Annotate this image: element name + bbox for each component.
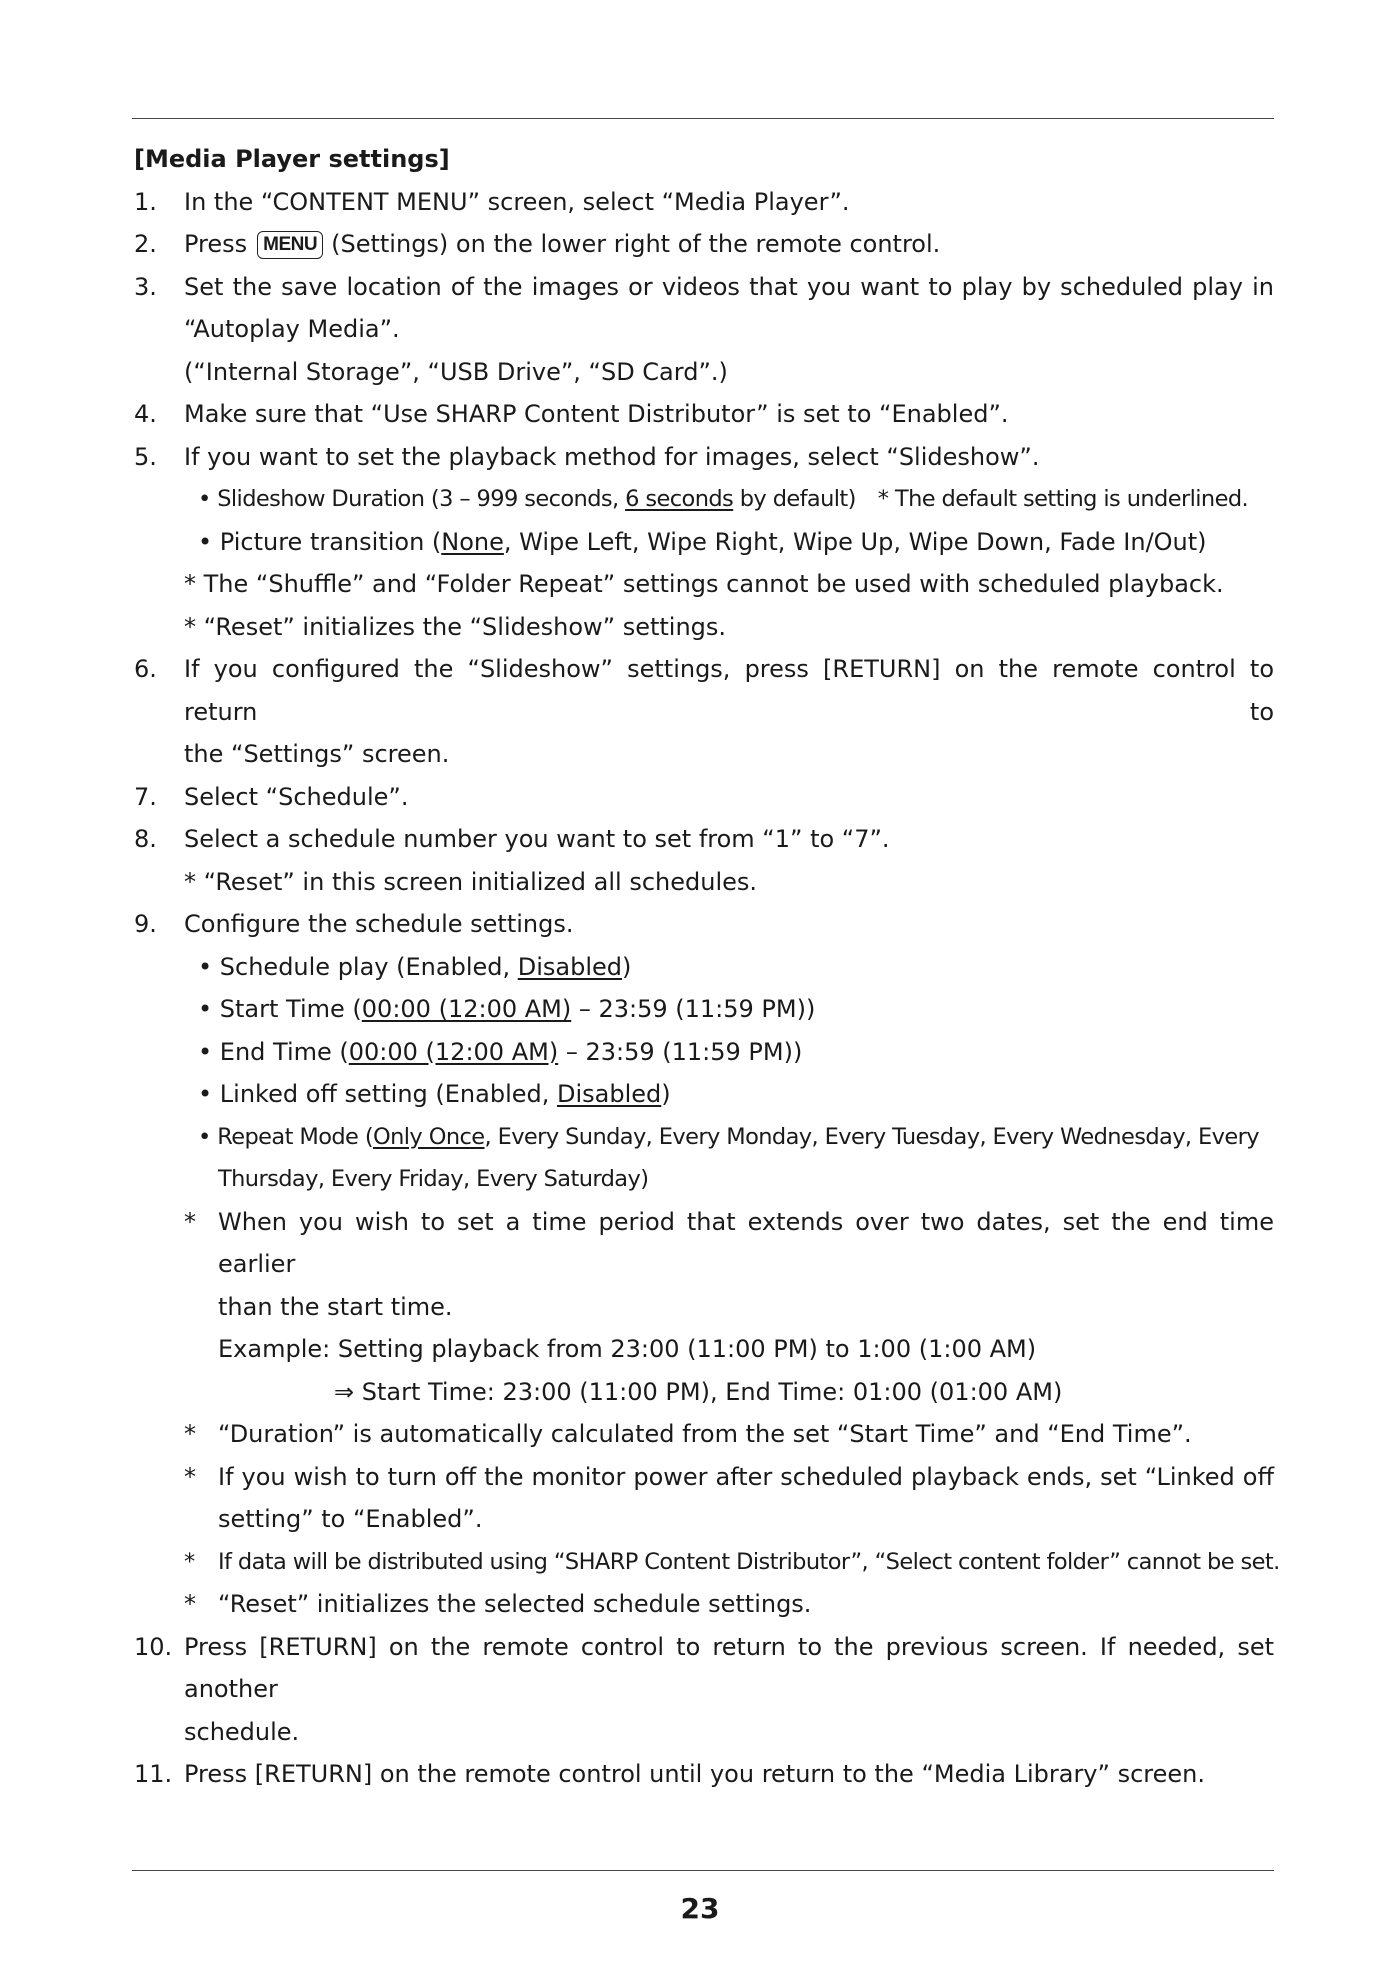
bullet-text: – 23:59 (11:59 PM)) [571, 995, 816, 1023]
example-line: Example: Setting playback from 23:00 (11:00 PM) to 1:00 (1:00 AM) [218, 1335, 1037, 1363]
step-text: In the “CONTENT MENU” screen, select “Media Player”. [184, 187, 850, 216]
step-number: 2. [134, 230, 157, 258]
step-text: Select a schedule number you want to set from “1” to “7”. [184, 825, 890, 853]
step-8 [134, 818, 1274, 861]
note-star: * [184, 1548, 195, 1575]
step-6 [134, 648, 1274, 733]
step-3-cont [134, 308, 1274, 351]
step-number: 9. [134, 910, 157, 938]
header-rule [132, 118, 1274, 119]
step-text: Set the save location of the images or videos that you want to play by scheduled play in [184, 272, 1274, 301]
footer-rule [132, 1870, 1274, 1871]
note-text: When you wish to set a time period that extends over two dates, set the end time earlier [218, 1207, 1274, 1278]
bullet-text: • Picture transition ( [198, 527, 442, 556]
note-text: “Duration” is automatically calculated from the set “Start Time” and “End Time”. [218, 1420, 1192, 1448]
note-reset-slideshow: * “Reset” initializes the “Slideshow” settings. [184, 612, 727, 641]
bullet-text: • Repeat Mode ( [198, 1123, 374, 1150]
step-10-cont [134, 1711, 1274, 1754]
step-number: 6. [134, 655, 157, 683]
note-text: If you wish to turn off the monitor power after scheduled playback ends, set “Linked off [218, 1462, 1274, 1491]
bullet-repeat-mode [134, 1116, 1274, 1159]
bullet-text: • Start Time ( [198, 995, 362, 1023]
note-star: * [184, 1590, 196, 1618]
step-1 [134, 181, 1274, 224]
step-text: Configure the schedule settings. [184, 910, 574, 938]
note-text: If data will be distributed using “SHARP Content Distributor”, “Select content folder” cannot be set. [218, 1548, 1280, 1575]
step-number: 11. [134, 1760, 173, 1788]
default-value: None [441, 527, 504, 556]
menu-key-icon: MENU [257, 231, 323, 259]
note-two-dates-cont: than the start time. [218, 1292, 453, 1321]
step-11 [134, 1753, 1274, 1796]
bullet-picture-transition [134, 521, 1274, 564]
step-text: (“Internal Storage”, “USB Drive”, “SD Card”.) [184, 357, 728, 386]
default-value: Disabled [517, 952, 623, 981]
note-star: * [184, 1462, 196, 1491]
step-text [134, 223, 1274, 266]
step-9 [134, 903, 1274, 946]
step-text: schedule. [184, 1717, 300, 1746]
document-body [134, 138, 1280, 1796]
note-shuffle: * The “Shuffle” and “Folder Repeat” settings cannot be used with scheduled playback. [184, 570, 1224, 598]
note-linked-off [134, 1456, 1274, 1499]
note-linked-off-cont: setting” to “Enabled”. [218, 1505, 483, 1533]
step-number: 3. [134, 272, 157, 301]
default-value: 00:00 (12:00 AM) [361, 995, 572, 1023]
step-number: 8. [134, 825, 157, 853]
note-star: * [184, 1207, 196, 1236]
step-text: Select “Schedule”. [184, 782, 409, 811]
default-value: 6 seconds [625, 486, 734, 512]
step-text: If you want to set the playback method for images, select “Slideshow”. [184, 442, 1040, 471]
default-value: 00:00 (12:00 AM) [348, 1037, 559, 1066]
step-number: 10. [134, 1632, 173, 1661]
step-4 [134, 393, 1274, 436]
step-number: 5. [134, 442, 157, 471]
step-number: 1. [134, 187, 157, 216]
step-text: Make sure that “Use SHARP Content Distributor” is set to “Enabled”. [184, 400, 1009, 428]
note-text: “Reset” initializes the selected schedule settings. [218, 1590, 812, 1618]
bullet-linked-off [134, 1073, 1274, 1116]
example-result: ⇒ Start Time: 23:00 (11:00 PM), End Time: 01:00 (01:00 AM) [334, 1377, 1063, 1406]
bullet-text: ) [622, 952, 632, 981]
note-duration [134, 1413, 1274, 1456]
bullet-text: ) [661, 1080, 671, 1108]
bullet-text: , Every Sunday, Every Monday, Every Tuesday, Every Wednesday, Every [484, 1123, 1259, 1150]
bullet-text: • End Time ( [198, 1037, 349, 1066]
bullet-repeat-mode-cont: Thursday, Every Friday, Every Saturday) [218, 1166, 649, 1192]
note-star: * [184, 1420, 196, 1448]
bullet-start-time [134, 988, 1274, 1031]
step-text-post: (Settings) on the lower right of the remote control. [331, 230, 941, 258]
step-text: “Autoplay Media”. [184, 315, 400, 343]
step-text: the “Settings” screen. [184, 740, 450, 768]
step-text: If you configured the “Slideshow” settings, press [RETURN] on the remote control to return to [184, 655, 1274, 726]
step-text-pre: Press [184, 230, 248, 258]
step-6-cont [134, 733, 1274, 776]
note-reset-all: * “Reset” in this screen initialized all schedules. [184, 867, 758, 896]
section-heading: [Media Player settings] [134, 145, 450, 173]
bullet-text: • Linked off setting (Enabled, [198, 1080, 557, 1108]
step-text: Press [RETURN] on the remote control until you return to the “Media Library” screen. [184, 1760, 1205, 1788]
page-number: 23 [680, 1892, 720, 1925]
step-number: 7. [134, 782, 157, 811]
step-3-options [134, 351, 1274, 394]
step-10 [134, 1626, 1274, 1711]
bullet-slideshow-duration [134, 478, 1274, 521]
step-number: 4. [134, 400, 157, 428]
bullet-text: , Wipe Left, Wipe Right, Wipe Up, Wipe Down, Fade In/Out) [503, 527, 1207, 556]
note-reset-schedule [134, 1583, 1274, 1626]
default-value: Only Once [373, 1123, 485, 1150]
bullet-text: • Schedule play (Enabled, [198, 952, 518, 981]
step-2 [134, 223, 1274, 266]
bullet-schedule-play [134, 946, 1274, 989]
bullet-text: – 23:59 (11:59 PM)) [558, 1037, 803, 1066]
bullet-text: • Slideshow Duration (3 – 999 seconds, [198, 486, 626, 512]
step-5 [134, 436, 1274, 479]
bullet-text: by default) * The default setting is underlined. [733, 486, 1249, 512]
note-distributor [134, 1541, 1280, 1584]
bullet-end-time [134, 1031, 1274, 1074]
step-3 [134, 266, 1274, 309]
step-text: Press [RETURN] on the remote control to return to the previous screen. If needed, set another [184, 1632, 1274, 1703]
default-value: Disabled [557, 1080, 662, 1108]
note-two-dates [134, 1201, 1274, 1286]
step-7 [134, 776, 1274, 819]
